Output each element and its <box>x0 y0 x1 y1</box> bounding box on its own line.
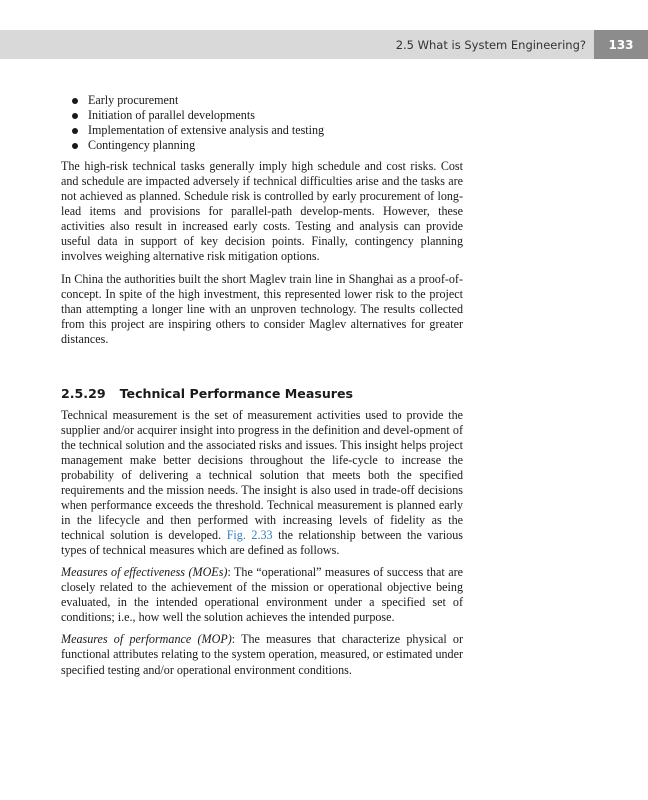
section-heading <box>61 386 463 402</box>
bullet-icon <box>72 98 78 104</box>
bullet-icon <box>72 128 78 134</box>
paragraph-text: Technical measurement is the set of measurement activities used to provide the supplier and/or acquirer insight into progress in the definition and devel-opment of the technical solution and the associated risks and issues. This insight helps project management make better decisions throughout the life-cycle to increase the probability of delivering a technical solution that meets both the specified requirements and the mission needs. The insight is also used in trade-off decisions when performance exceeds the threshold. Technical measurement is planned early in the lifecycle and then performed with increasing levels of fidelity as the technical solution is developed. <box>61 407 463 543</box>
list-item-text: Initiation of parallel developments <box>88 108 255 123</box>
paragraph-risk: The high-risk technical tasks generally imply high schedule and cost risks. Cost and schedule are impacted adversely if technical difficulties arise and the tasks are not achieved as planned. Schedule risk is controlled by early procurement of long-lead items and provisions for parallel-path develop-ments. However, these activities also result in increased early costs. Testing and analysis can provide useful data in support of key decision points. Finally, contingency planning involves weighing alternative risk mitigation options. <box>61 159 463 264</box>
definition-text: : The measures that characterize physical or functional attributes relating to the system operation, measured, or estimated under specified testing and/or operational environment conditions. <box>61 632 463 677</box>
page-body <box>61 93 463 685</box>
bullet-icon <box>72 113 78 119</box>
definition-moe <box>61 565 463 625</box>
list-item <box>61 93 463 108</box>
figure-reference-link[interactable]: Fig. 2.33 <box>226 528 273 543</box>
running-header <box>0 30 648 59</box>
section-title: Technical Performance Measures <box>119 385 354 401</box>
bullet-icon <box>72 143 78 149</box>
definition-term: Measures of effectiveness (MOEs) <box>61 565 228 580</box>
list-item <box>61 138 463 153</box>
section-number: 2.5.29 <box>61 385 106 401</box>
list-item-text: Contingency planning <box>88 138 196 153</box>
risk-handling-list <box>61 93 463 153</box>
list-item <box>61 108 463 123</box>
list-item <box>61 123 463 138</box>
definition-mop <box>61 632 463 677</box>
definition-text: : The “operational” measures of success that are closely related to the achievement of the mission or operational objective being evaluated, in the intended operational environment under a specified set of conditions; i.e., how well the solution achieves the intended purpose. <box>61 565 463 625</box>
page-number: 133 <box>594 30 648 59</box>
definition-term: Measures of performance (MOP) <box>61 632 232 647</box>
paragraph-maglev: In China the authorities built the short Maglev train line in Shanghai as a proof-of-concept. In spite of the high investment, this represented lower risk to the project than attempting a longer line with an unproven technology. The results collected from this project are inspiring others to consider Maglev alternatives for greater distances. <box>61 271 463 346</box>
running-head-title: 2.5 What is System Engineering? <box>395 38 586 52</box>
list-item-text: Implementation of extensive analysis and testing <box>88 123 325 138</box>
paragraph-technical-measurement <box>61 408 463 558</box>
paragraph-text-after: the relationship between the various types of technical measures which are defined as follows. <box>61 528 463 558</box>
list-item-text: Early procurement <box>88 93 179 107</box>
